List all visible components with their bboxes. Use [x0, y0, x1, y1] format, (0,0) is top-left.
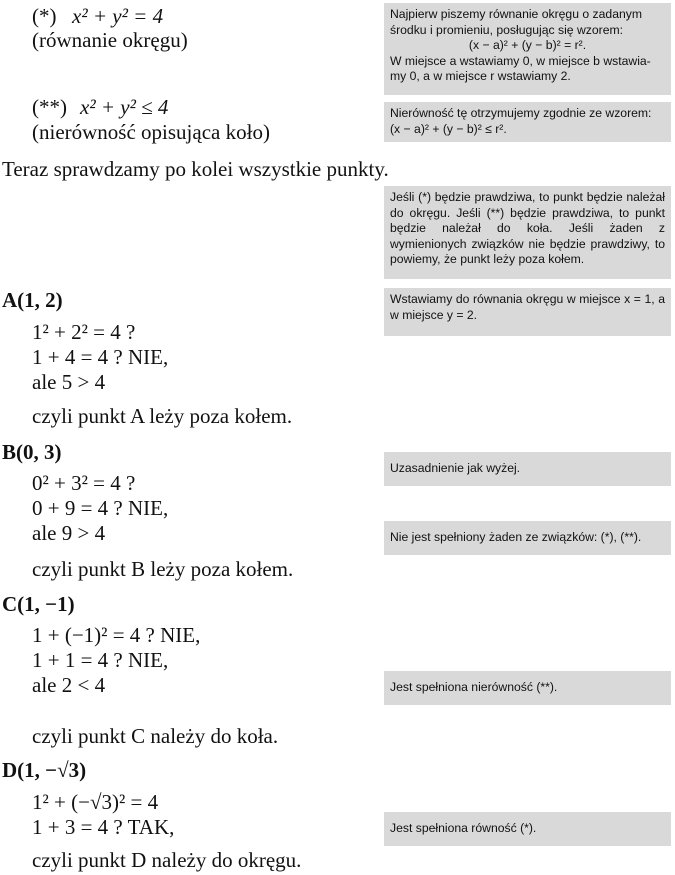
note-1-line-2: środku i promieniu, posługując się wzorem: — [390, 22, 624, 37]
point-a-line-3: ale 5 > 4 — [32, 370, 106, 394]
note-2-line-1: Nierówność tę otrzymujemy zgodnie ze wzorem: — [390, 106, 652, 120]
point-a-conclusion: czyli punkt A leży poza kołem. — [32, 404, 293, 428]
note-inequality-satisfied — [384, 671, 671, 705]
note-2-formula: (x − a)² + (y − b)² ≤ r². — [390, 121, 507, 136]
note-1-formula: (x − a)² + (y − b)² = r². — [468, 38, 587, 52]
note-4-text: Wstawiamy do równania okręgu w miejsce x = 1, a w miejsce y = 2. — [390, 292, 665, 322]
note-3-text: Jeśli (*) będzie prawdziwa, to punkt będzie należał do okręgu. Jeśli (**) będzie prawdziwa, to punkt będzie należał do koła. Jeśli żaden z wymienionych związków nie będzie prawdziwy, to powiemy, że punkt leży poza kołem. — [390, 190, 665, 266]
note-disc-inequality — [384, 102, 671, 142]
intro-text: Teraz sprawdzamy po kolei wszystkie punkty. — [2, 157, 389, 181]
note-classification-rule — [384, 186, 671, 279]
point-a-line-2: 1 + 4 = 4 ? NIE, — [32, 345, 169, 369]
point-b-line-2: 0 + 9 = 4 ? NIE, — [32, 496, 169, 520]
equation-1-description: (równanie okręgu) — [32, 28, 188, 52]
equation-2-mark: (**) — [32, 95, 67, 119]
note-circle-equation — [384, 3, 671, 95]
point-d-label: D(1, −√3) — [2, 758, 87, 782]
point-c-line-1: 1 + (−1)² = 4 ? NIE, — [32, 623, 201, 647]
equation-2-description: (nierówność opisująca koło) — [32, 120, 270, 144]
equation-2-formula: x² + y² ≤ 4 — [80, 95, 169, 119]
point-a-line-1: 1² + 2² = 4 ? — [32, 320, 136, 344]
point-b-line-1: 0² + 3² = 4 ? — [32, 471, 136, 495]
point-d-conclusion: czyli punkt D należy do okręgu. — [32, 848, 302, 872]
note-1-line-5: my 0, a w miejsce r wstawiamy 2. — [390, 69, 571, 83]
note-7-text: Jest spełniona nierówność (**). — [390, 680, 558, 694]
note-6-text: Nie jest spełniony żaden ze związków: (*), (**). — [390, 530, 642, 544]
note-equality-satisfied — [384, 812, 671, 846]
point-d-line-1: 1² + (−√3)² = 4 — [32, 790, 159, 814]
point-c-label: C(1, −1) — [2, 592, 75, 616]
point-b-line-3: ale 9 > 4 — [32, 521, 106, 545]
point-b-label: B(0, 3) — [2, 440, 62, 464]
point-b-conclusion: czyli punkt B leży poza kołem. — [32, 557, 294, 581]
point-c-line-2: 1 + 1 = 4 ? NIE, — [32, 648, 169, 672]
note-as-above — [384, 452, 671, 486]
equation-1-mark: (*) — [32, 4, 57, 28]
equation-1-formula: x² + y² = 4 — [72, 4, 164, 28]
point-c-conclusion: czyli punkt C należy do koła. — [32, 724, 279, 748]
note-1-line-1: Najpierw piszemy równanie okręgu o zadanym — [390, 7, 642, 21]
note-8-text: Jest spełniona równość (*). — [390, 821, 537, 835]
point-d-line-2: 1 + 3 = 4 ? TAK, — [32, 815, 175, 839]
point-a-label: A(1, 2) — [2, 288, 63, 312]
point-c-line-3: ale 2 < 4 — [32, 673, 106, 697]
note-substitute-a — [384, 288, 671, 336]
note-1-line-4: W miejsce a wstawiamy 0, w miejsce b wstawia- — [390, 53, 651, 68]
note-5-text: Uzasadnienie jak wyżej. — [390, 461, 521, 475]
note-none-satisfied — [384, 521, 671, 555]
